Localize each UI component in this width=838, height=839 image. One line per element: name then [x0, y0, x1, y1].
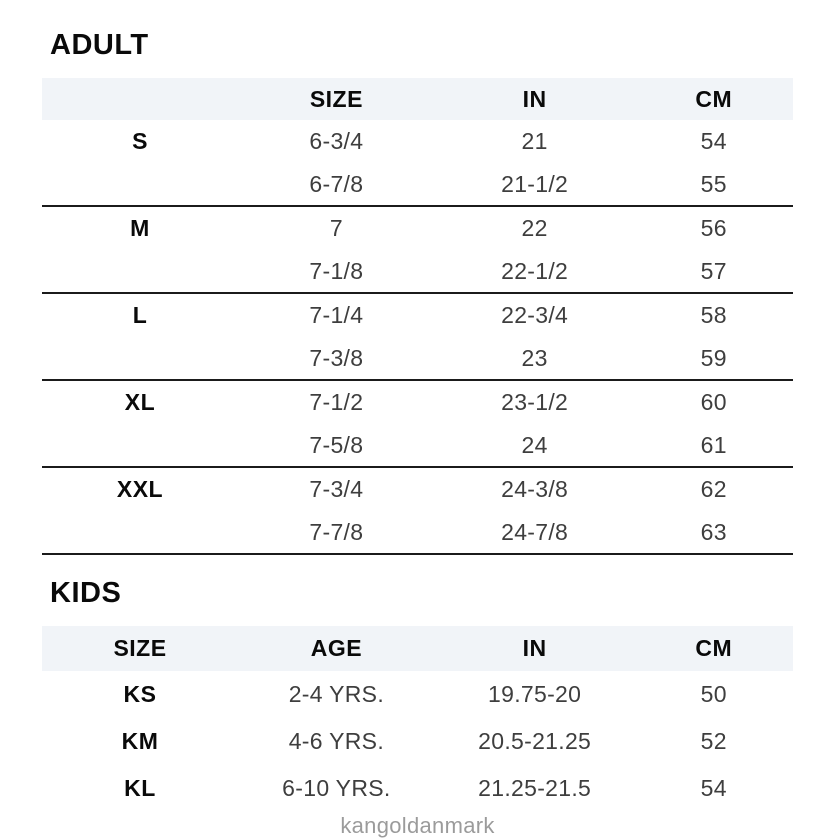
cell-size: 7-5/8 [309, 431, 364, 458]
size-label: KL [124, 774, 156, 801]
table-row [42, 337, 793, 380]
adult-size-group-xxl [42, 468, 793, 555]
watermark-text: kangoldanmark [340, 812, 495, 838]
cell-cm: 62 [700, 476, 727, 503]
cell-cm: 59 [700, 344, 727, 371]
table-row [42, 671, 793, 718]
cell-age: 4-6 YRS. [288, 727, 385, 754]
kids-size-table [42, 626, 793, 812]
kids-section-title: KIDS [50, 577, 122, 610]
table-row [42, 765, 793, 812]
kids-table-header-row [42, 626, 793, 671]
cell-size: 7-3/4 [309, 476, 364, 503]
cell-in: 23 [521, 344, 548, 371]
cell-in: 22-1/2 [501, 257, 569, 284]
adult-table-header-row [42, 78, 793, 120]
cell-cm: 60 [700, 389, 727, 416]
cell-in: 23-1/2 [501, 389, 569, 416]
cell-cm: 57 [700, 257, 727, 284]
size-label: S [132, 128, 148, 155]
table-row [42, 294, 793, 337]
cell-in: 22-3/4 [501, 302, 569, 329]
cell-size: 7-1/2 [309, 389, 364, 416]
column-header-age: AGE [310, 634, 363, 661]
cell-size: 6-3/4 [309, 128, 364, 155]
cell-size: 7-3/8 [309, 344, 364, 371]
adult-size-table [42, 78, 793, 555]
table-row [42, 424, 793, 467]
cell-cm: 56 [700, 215, 727, 242]
cell-in: 24-7/8 [501, 518, 569, 545]
column-header-cm: CM [695, 634, 733, 661]
size-label: XXL [116, 476, 164, 503]
cell-cm: 61 [700, 431, 727, 458]
cell-age: 6-10 YRS. [282, 774, 391, 801]
cell-age: 2-4 YRS. [288, 680, 385, 707]
adult-size-group-xl [42, 381, 793, 468]
cell-in: 20.5-21.25 [478, 727, 592, 754]
cell-size: 6-7/8 [309, 170, 364, 197]
cell-in: 24-3/8 [501, 476, 569, 503]
table-row [42, 511, 793, 554]
size-label: XL [124, 389, 156, 416]
column-header-size: SIZE [309, 85, 363, 112]
cell-cm: 54 [700, 128, 727, 155]
cell-size: 7-1/4 [309, 302, 364, 329]
table-row [42, 381, 793, 424]
adult-size-group-m [42, 207, 793, 294]
cell-in: 19.75-20 [488, 680, 582, 707]
column-header-cm: CM [695, 85, 733, 112]
table-row [42, 207, 793, 250]
table-row [42, 718, 793, 765]
cell-in: 22 [521, 215, 548, 242]
table-row [42, 250, 793, 293]
size-label: M [130, 215, 150, 242]
size-label: KS [123, 680, 157, 707]
column-header-in: IN [522, 85, 547, 112]
table-row [42, 468, 793, 511]
size-label: L [132, 302, 148, 329]
column-header-size: SIZE [113, 634, 167, 661]
cell-cm: 54 [700, 774, 727, 801]
cell-size: 7-7/8 [309, 518, 364, 545]
table-row [42, 120, 793, 163]
cell-cm: 52 [700, 727, 727, 754]
cell-cm: 50 [700, 680, 727, 707]
cell-in: 21-1/2 [501, 170, 569, 197]
cell-in: 24 [521, 431, 548, 458]
cell-size: 7 [329, 215, 343, 242]
cell-in: 21.25-21.5 [478, 774, 592, 801]
cell-cm: 58 [700, 302, 727, 329]
cell-in: 21 [521, 128, 548, 155]
column-header-in: IN [522, 634, 547, 661]
size-label: KM [121, 727, 159, 754]
size-chart-page [42, 0, 793, 839]
cell-size: 7-1/8 [309, 257, 364, 284]
cell-cm: 55 [700, 170, 727, 197]
cell-cm: 63 [700, 518, 727, 545]
adult-section-title: ADULT [50, 29, 149, 61]
table-row [42, 163, 793, 206]
adult-size-group-s [42, 120, 793, 207]
adult-size-group-l [42, 294, 793, 381]
